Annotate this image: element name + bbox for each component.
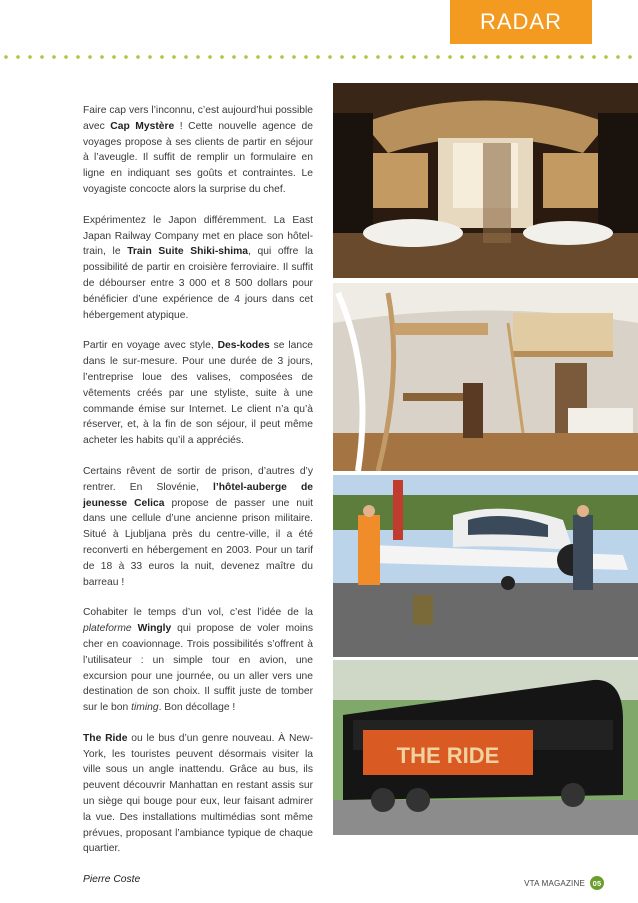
paragraph-celica: Certains rêvent de sortir de prison, d’autres d’y rentrer. En Slovénie, l’hôtel-auberge de jeunesse Celica propose de passer une nuit dans une cellule d’une ancienne prison militaire. Situé à Ljubljana près du centre-ville, il a été reconverti en hébergement en 2003. Pour un tarif de 18 à 33 euros la nuit, devenez maître du barreau !: [83, 465, 314, 588]
dotted-divider: [0, 54, 638, 60]
paragraph-the-ride: The Ride ou le bus d’un genre nouveau. À New-York, les touristes peuvent désormais visiter la ville sous un angle inattendu. Grâce au bus, ils peuvent découvrir Manhattan en restant assis sur un siège qui bouge pour eux, leur faisant admirer la vue. Des installations multimédias sont même prévues, proposant l’ambiance typique de chaque quartier.: [83, 732, 314, 855]
photo-train-interior: [333, 83, 638, 278]
bus-sign: THE RIDE: [396, 743, 500, 768]
paragraph-train-suite: Expérimentez le Japon différemment. La East Japan Railway Company met en place son hôtel-train, le Train Suite Shiki-shima, qui offre la possibilité de partir en croisière ferroviaire. Il suffit de débourser entre 3 000 et 8 500 dollars pour bénéficier d’une expérience de 4 jours dans cet hébergement atypique.: [83, 214, 313, 321]
section-tab: RADAR: [450, 0, 592, 44]
paragraph-cap-mystere: Faire cap vers l’inconnu, c’est aujourd’hui possible avec Cap Mystère ! Cette nouvelle agence de voyages propose à ses clients de partir en séjour à l’aveugle. Il suffit de remplir un formulaire en ligne en indiquant ses goûts et contraintes. Le voyagiste concocte alors la surprise du chef.: [83, 105, 313, 195]
paragraph-wingly: Cohabiter le temps d’un vol, c’est l’idée de la plateforme Wingly qui propose de voler moins cher en coavionnage. Trois possibilités s’offrent à l’utilisateur : un simple tour en avion, une excursion pour une journée, ou un aller vers une destination de son choix. Il suffit juste de tomber sur le bon timing. Bon décollage !: [83, 607, 313, 714]
photo-airplane: [333, 475, 638, 657]
paragraph-des-kodes: Partir en voyage avec style, Des-kodes se lance dans le sur-mesure. Pour une durée de 3 jours, l’entreprise loue des valises, composées de vêtements créés par une styliste, suite à une commande émise sur Internet. Le client n’a qu’à réserver, et, à la fin de son séjour, il peut même acheter les habits qu’il a appréciés.: [83, 340, 313, 447]
photo-the-ride-bus: [333, 660, 638, 835]
photo-loft-room: [333, 283, 638, 471]
page-number: 05: [590, 876, 604, 890]
page-footer: [524, 876, 604, 890]
article-column: [83, 103, 313, 903]
magazine-name: VTA MAGAZINE: [524, 878, 585, 888]
author-signature: Pierre Coste: [83, 874, 141, 886]
